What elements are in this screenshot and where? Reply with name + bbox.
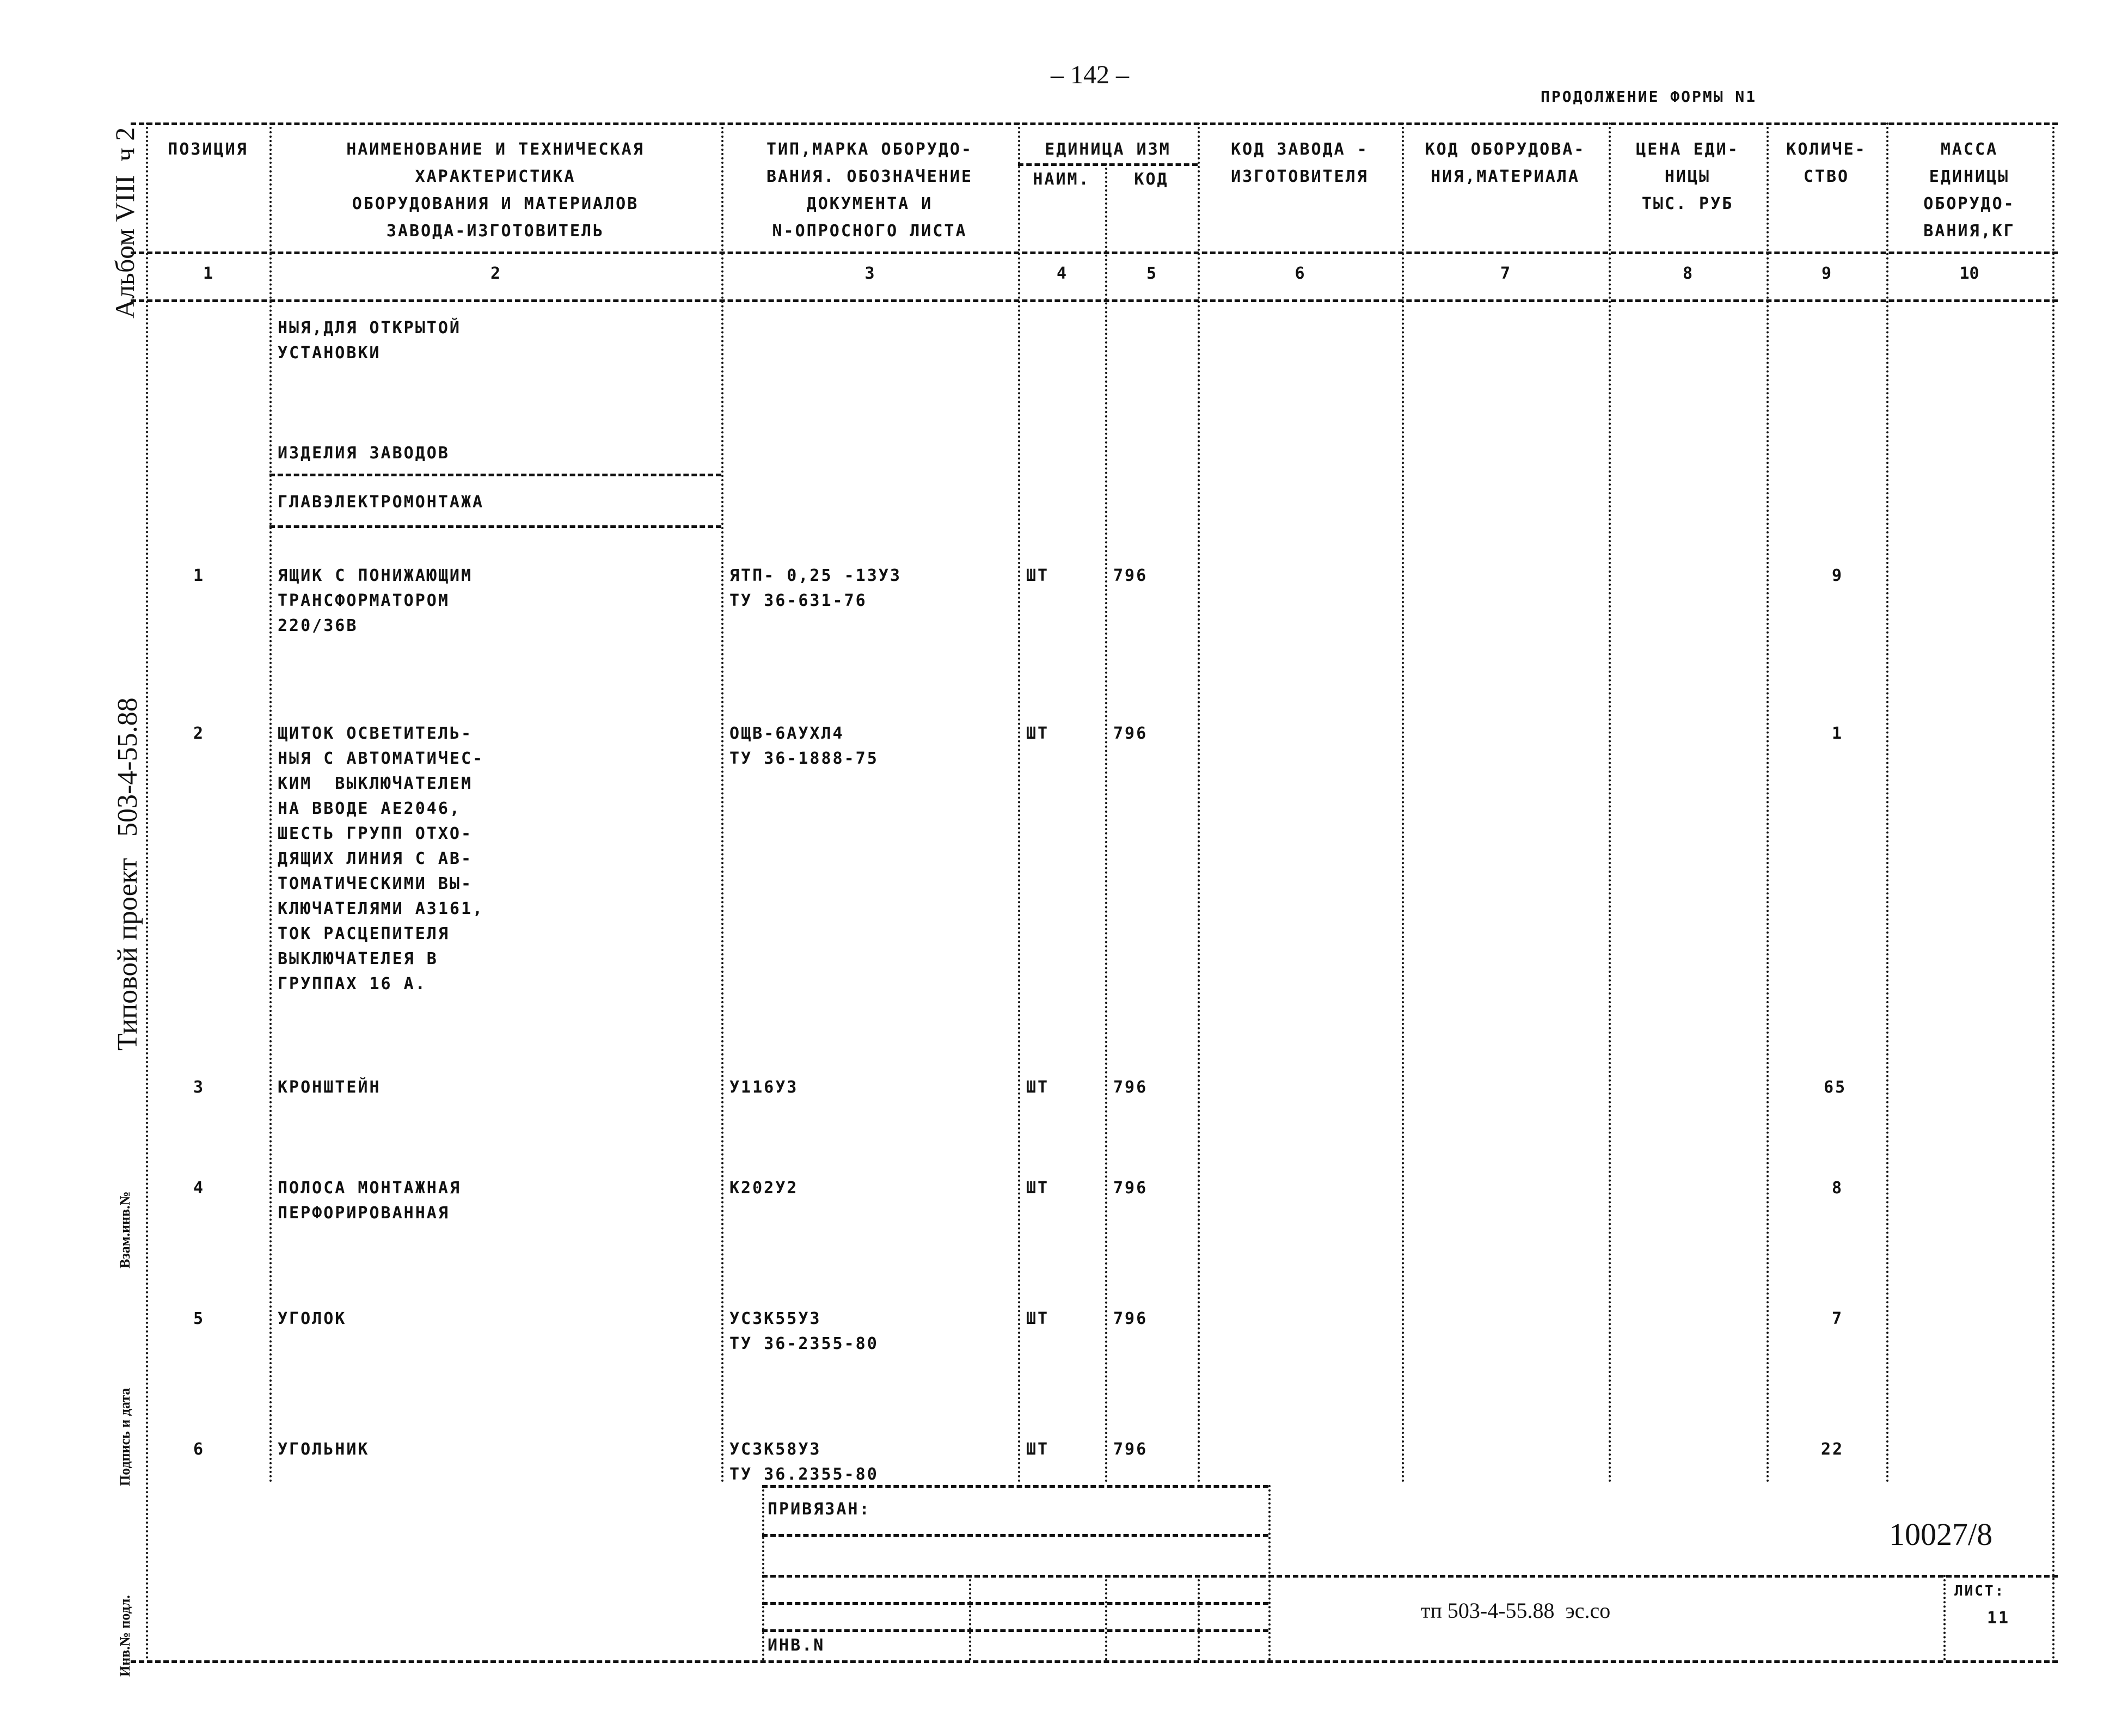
rule-group-a — [269, 474, 721, 476]
row1-type-1: ЯТП- 0,25 -13У3 — [729, 566, 901, 585]
col-header-5: КОД — [1134, 170, 1169, 189]
doc-code: тп 503-4-55.88 эс.со — [1421, 1598, 1611, 1623]
col-header-4: НАИМ. — [1033, 170, 1090, 189]
row1-pos: 1 — [193, 566, 205, 585]
row4-name-2: ПЕРФОРИРОВАННАЯ — [278, 1204, 450, 1223]
col-line-1 — [269, 122, 272, 1483]
row4-unit: ШТ — [1026, 1179, 1050, 1198]
col-number-9: 9 — [1821, 264, 1832, 283]
col-header-7: КОД ОБОРУДОВА- НИЯ,МАТЕРИАЛА — [1425, 140, 1586, 186]
stamp-rule-5 — [762, 1629, 1268, 1632]
row6-type-1: УС3К58У3 — [729, 1440, 821, 1459]
row1-qty: 9 — [1832, 566, 1844, 585]
col-line-4 — [1105, 163, 1107, 1483]
page-number: – 142 – — [1051, 60, 1129, 89]
row2-name-10: ВЫКЛЮЧАТЕЛЕЯ В — [278, 949, 438, 968]
row2-name-9: ТОК РАСЦЕПИТЕЛЯ — [278, 924, 450, 943]
row4-qty: 8 — [1832, 1179, 1844, 1198]
col-number-6: 6 — [1295, 264, 1305, 283]
row6-type-2: ТУ 36.2355-80 — [729, 1465, 879, 1484]
stamp-rule-2 — [762, 1534, 1268, 1537]
row5-code: 796 — [1113, 1309, 1148, 1328]
row2-name-6: ДЯЩИХ ЛИНИЯ С АВ- — [278, 849, 473, 868]
intro-line-1: НЫЯ,ДЛЯ ОТКРЫТОЙ — [278, 318, 461, 338]
row1-unit: ШТ — [1026, 566, 1050, 585]
col-line-0 — [146, 122, 148, 1660]
row3-qty: 65 — [1824, 1078, 1847, 1097]
row1-name-3: 220/36В — [278, 616, 358, 635]
stamp-number: 10027/8 — [1889, 1517, 1993, 1552]
rule-numbers-bottom — [131, 299, 2058, 302]
row4-code: 796 — [1113, 1179, 1148, 1198]
row2-name-8: КЛЮЧАТЕЛЯМИ А3161, — [278, 899, 484, 918]
project-label: Типовой проект 503-4-55.88 — [112, 697, 143, 1051]
row2-type-2: ТУ 36-1888-75 — [729, 749, 879, 768]
col-header-3: ТИП,МАРКА ОБОРУДО- ВАНИЯ. ОБОЗНАЧЕНИЕ ДОКУМЕНТА И N-ОПРОСНОГО ЛИСТА — [766, 140, 973, 241]
col-number-7: 7 — [1500, 264, 1511, 283]
row2-qty: 1 — [1832, 724, 1844, 743]
row2-name-7: ТОМАТИЧЕСКИМИ ВЫ- — [278, 874, 473, 893]
row2-name-4: НА ВВОДЕ АЕ2046, — [278, 799, 461, 818]
stamp-replace-label: Взам.инв.№ — [117, 1191, 133, 1268]
privyazan-label: ПРИВЯЗАН: — [768, 1500, 871, 1519]
col-number-1: 1 — [203, 264, 213, 283]
row2-name-5: ШЕСТЬ ГРУПП ОТХО- — [278, 824, 473, 843]
stamp-rule-4 — [762, 1602, 1268, 1605]
col-number-4: 4 — [1056, 264, 1067, 283]
row1-name-1: ЯЩИК С ПОНИЖАЮЩИМ — [278, 566, 473, 585]
row6-code: 796 — [1113, 1440, 1148, 1459]
row2-unit: ШТ — [1026, 724, 1050, 743]
stamp-inv-label: Инв.№ подл. — [117, 1595, 133, 1677]
row6-name-1: УГОЛЬНИК — [278, 1440, 370, 1459]
row1-name-2: ТРАНСФОРМАТОРОМ — [278, 591, 450, 610]
inv-label: ИНВ.N — [768, 1636, 825, 1655]
row5-pos: 5 — [193, 1309, 205, 1328]
row2-pos: 2 — [193, 724, 205, 743]
col-line-3 — [1018, 122, 1020, 1483]
row6-qty: 22 — [1821, 1440, 1844, 1459]
row6-pos: 6 — [193, 1440, 205, 1459]
stamp-rule-3 — [762, 1575, 2058, 1578]
col-line-6 — [1402, 122, 1404, 1483]
col-number-3: 3 — [864, 264, 875, 283]
stamp-col-b — [969, 1575, 971, 1660]
row5-type-1: УС3К55У3 — [729, 1309, 821, 1328]
row2-type-1: ОЩВ-6АУХЛ4 — [729, 724, 844, 743]
col-header-unit-group: ЕДИНИЦА ИЗМ — [1045, 140, 1171, 159]
stamp-col-a — [762, 1485, 764, 1660]
col-header-8: ЦЕНА ЕДИ- НИЦЫ ТЫС. РУБ — [1636, 140, 1739, 213]
row3-unit: ШТ — [1026, 1078, 1050, 1097]
stamp-col-sheet — [1943, 1575, 1946, 1660]
stamp-col-d — [1198, 1575, 1200, 1660]
col-header-10: МАССА ЕДИНИЦЫ ОБОРУДО- ВАНИЯ,КГ — [1923, 140, 2015, 241]
row1-type-2: ТУ 36-631-76 — [729, 591, 867, 610]
row4-pos: 4 — [193, 1179, 205, 1198]
continuation-label: ПРОДОЛЖЕНИЕ ФОРМЫ N1 — [1541, 88, 1757, 106]
col-number-8: 8 — [1682, 264, 1693, 283]
rule-group-b — [269, 525, 721, 528]
col-header-9: КОЛИЧЕ- СТВО — [1786, 140, 1867, 186]
col-header-6: КОД ЗАВОДА - ИЗГОТОВИТЕЛЯ — [1231, 140, 1369, 186]
col-line-8 — [1767, 122, 1769, 1483]
row5-type-2: ТУ 36-2355-80 — [729, 1334, 879, 1353]
col-line-2 — [721, 122, 723, 1483]
row2-code: 796 — [1113, 724, 1148, 743]
sheet-label: ЛИСТ: — [1954, 1583, 2006, 1599]
row6-unit: ШТ — [1026, 1440, 1050, 1459]
stamp-col-c — [1105, 1575, 1107, 1660]
row3-code: 796 — [1113, 1078, 1148, 1097]
album-label: Альбом VIII ч 2 — [109, 127, 140, 318]
stamp-rule-1 — [762, 1485, 1268, 1488]
row3-type-1: У116У3 — [729, 1078, 799, 1097]
row5-qty: 7 — [1832, 1309, 1844, 1328]
row3-pos: 3 — [193, 1078, 205, 1097]
group-line-1: ИЗДЕЛИЯ ЗАВОДОВ — [278, 444, 450, 463]
row1-code: 796 — [1113, 566, 1148, 585]
row2-name-1: ЩИТОК ОСВЕТИТЕЛЬ- — [278, 724, 473, 743]
row2-name-2: НЫЯ С АВТОМАТИЧЕС- — [278, 749, 484, 768]
row2-name-3: КИМ ВЫКЛЮЧАТЕЛЕМ — [278, 774, 473, 793]
col-header-1: ПОЗИЦИЯ — [168, 140, 248, 159]
rule-top — [131, 122, 2058, 125]
sheet-value: 11 — [1987, 1609, 2010, 1628]
intro-line-2: УСТАНОВКИ — [278, 343, 381, 363]
col-line-7 — [1609, 122, 1611, 1483]
col-line-5 — [1198, 122, 1200, 1483]
row4-type-1: К202У2 — [729, 1179, 799, 1198]
row5-name-1: УГОЛОК — [278, 1309, 347, 1328]
col-number-5: 5 — [1146, 264, 1157, 283]
group-line-2: ГЛАВЭЛЕКТРОМОНТАЖА — [278, 493, 484, 512]
rule-header-bottom — [131, 251, 2058, 254]
stamp-sign-label: Подпись и дата — [117, 1388, 133, 1486]
row4-name-1: ПОЛОСА МОНТАЖНАЯ — [278, 1179, 461, 1198]
row5-unit: ШТ — [1026, 1309, 1050, 1328]
col-number-2: 2 — [490, 264, 501, 283]
row3-name-1: КРОНШТЕЙН — [278, 1078, 381, 1097]
col-header-2: НАИМЕНОВАНИЕ И ТЕХНИЧЕСКАЯ ХАРАКТЕРИСТИКА ОБОРУДОВАНИЯ И МАТЕРИАЛОВ ЗАВОДА-ИЗГОТОВИТЕЛЬ — [346, 140, 645, 241]
row2-name-11: ГРУППАХ 16 А. — [278, 974, 427, 993]
col-line-10 — [2052, 122, 2054, 1660]
col-number-10: 10 — [1959, 264, 1979, 283]
rule-bottom — [131, 1660, 2058, 1663]
stamp-col-e — [1268, 1485, 1271, 1660]
col-line-9 — [1886, 122, 1888, 1483]
